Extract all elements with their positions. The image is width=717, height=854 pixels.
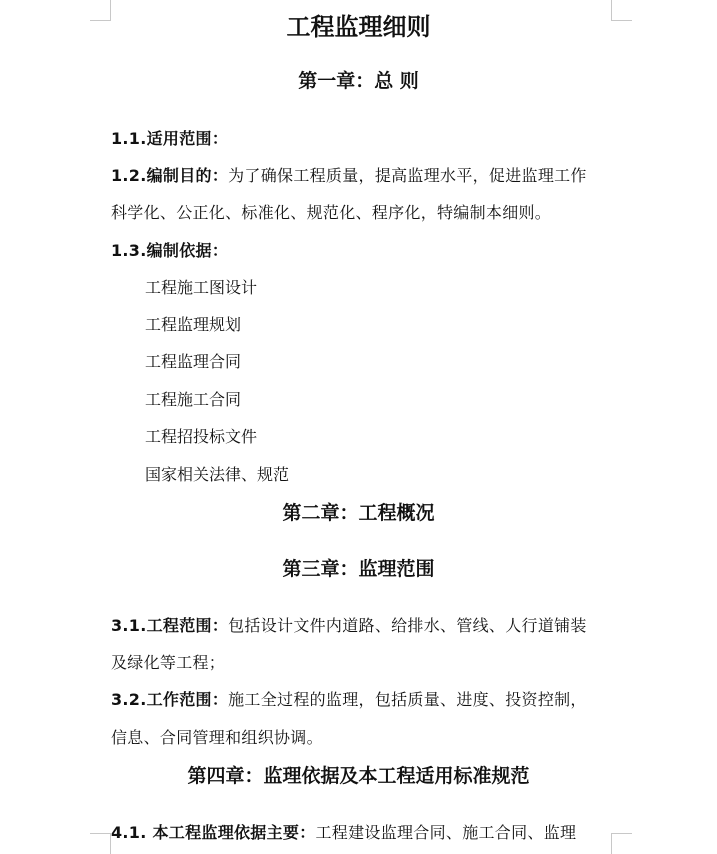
basis-item: 工程招投标文件: [145, 427, 258, 446]
basis-item: 工程监理合同: [145, 352, 242, 371]
basis-item: 工程施工图设计: [145, 278, 258, 297]
chapter-3-heading: 第三章：监理范围: [282, 558, 435, 580]
section-4-1-text-1: 工程建设监理合同、施工合同、监理: [315, 823, 577, 842]
section-1-3: [111, 240, 611, 262]
chapter-2-heading: 第二章：工程概况: [282, 502, 435, 524]
document-title: 工程监理细则: [286, 13, 431, 41]
basis-item: 工程监理规划: [145, 315, 242, 334]
section-4-1-label: 4.1. 本工程监理依据主要：: [111, 823, 316, 842]
chapter-4-heading: 第四章：监理依据及本工程适用标准规范: [187, 765, 530, 787]
section-3-1-line-2: 及绿化等工程；: [111, 653, 226, 672]
section-3-1-line-1: [111, 615, 611, 637]
section-1-2-label: 1.2.编制目的：: [111, 166, 229, 185]
chapter-1-heading: 第一章：总 则: [298, 70, 419, 92]
basis-item: 工程施工合同: [145, 390, 242, 409]
section-1-2-text-1: 为了确保工程质量，提高监理水平，促进监理工作: [228, 166, 587, 185]
basis-item: 国家相关法律、规范: [145, 465, 290, 484]
crop-mark-bottom-right: [611, 833, 632, 854]
section-1-3-label: 1.3.编制依据：: [111, 241, 229, 260]
section-3-2-line-2: 信息、合同管理和组织协调。: [111, 728, 323, 747]
section-1-1-label: 1.1.适用范围：: [111, 129, 229, 148]
section-3-1-label: 3.1.工程范围：: [111, 616, 229, 635]
section-4-1-line-1: [111, 822, 611, 844]
section-1-1: [111, 128, 611, 150]
section-1-2-line-2: 科学化、公正化、标准化、规范化、程序化，特编制本细则。: [111, 203, 552, 222]
crop-mark-bottom-left: [90, 833, 111, 854]
section-3-2-text-1: 施工全过程的监理，包括质量、进度、投资控制，: [228, 690, 587, 709]
section-3-2-label: 3.2.工作范围：: [111, 690, 229, 709]
section-3-1-text-1: 包括设计文件内道路、给排水、管线、人行道铺装: [228, 616, 587, 635]
section-1-2-line-1: [111, 165, 611, 187]
section-3-2-line-1: [111, 689, 611, 711]
